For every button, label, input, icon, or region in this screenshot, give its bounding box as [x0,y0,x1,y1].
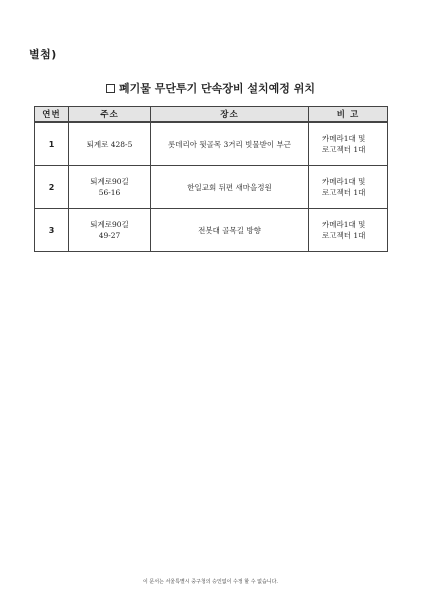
row-note-line: 카메라1대 및 [322,177,366,186]
row-note [309,209,388,252]
table-row [35,122,388,166]
row-address [69,209,151,252]
row-note-line: 카메라1대 및 [322,134,366,143]
row-note-line: 로고젝터 1대 [322,188,366,197]
row-address-line: 퇴계로90길 [90,220,129,229]
row-address-line: 49-27 [98,231,121,240]
row-note-line: 로고젝터 1대 [322,231,366,240]
table-header-row [35,107,388,123]
row-address-line: 퇴계로 428-5 [86,139,133,149]
row-number: 2 [35,166,69,209]
row-number: 1 [35,122,69,166]
checkbox-square-icon [106,84,115,93]
row-address [69,122,151,166]
header-number: 연번 [35,107,69,123]
row-place: 롯데리아 뒷골목 3거리 빗물받이 부근 [151,122,309,166]
row-address-line: 퇴계로90길 [90,177,129,186]
header-place: 장소 [151,107,309,123]
row-number: 3 [35,209,69,252]
document-title-text: 폐기물 무단투기 단속장비 설치예정 위치 [119,82,315,95]
table-row [35,166,388,209]
row-place: 전봇대 골목길 방향 [151,209,309,252]
row-address-line: 56-16 [98,188,121,197]
document-title [0,80,421,96]
row-note [309,166,388,209]
row-address [69,166,151,209]
table-row [35,209,388,252]
row-note-line: 로고젝터 1대 [322,145,366,154]
footer-notice: 이 문서는 서울특별시 중구청의 승인없이 수정 할 수 없습니다. [142,579,279,585]
header-note: 비 고 [309,107,388,123]
row-note-line: 카메라1대 및 [322,220,366,229]
row-note [309,122,388,166]
row-place: 한일교회 뒤편 새마을정원 [151,166,309,209]
location-table [34,106,388,252]
attachment-label: 별첨) [29,48,57,61]
header-address: 주소 [69,107,151,123]
